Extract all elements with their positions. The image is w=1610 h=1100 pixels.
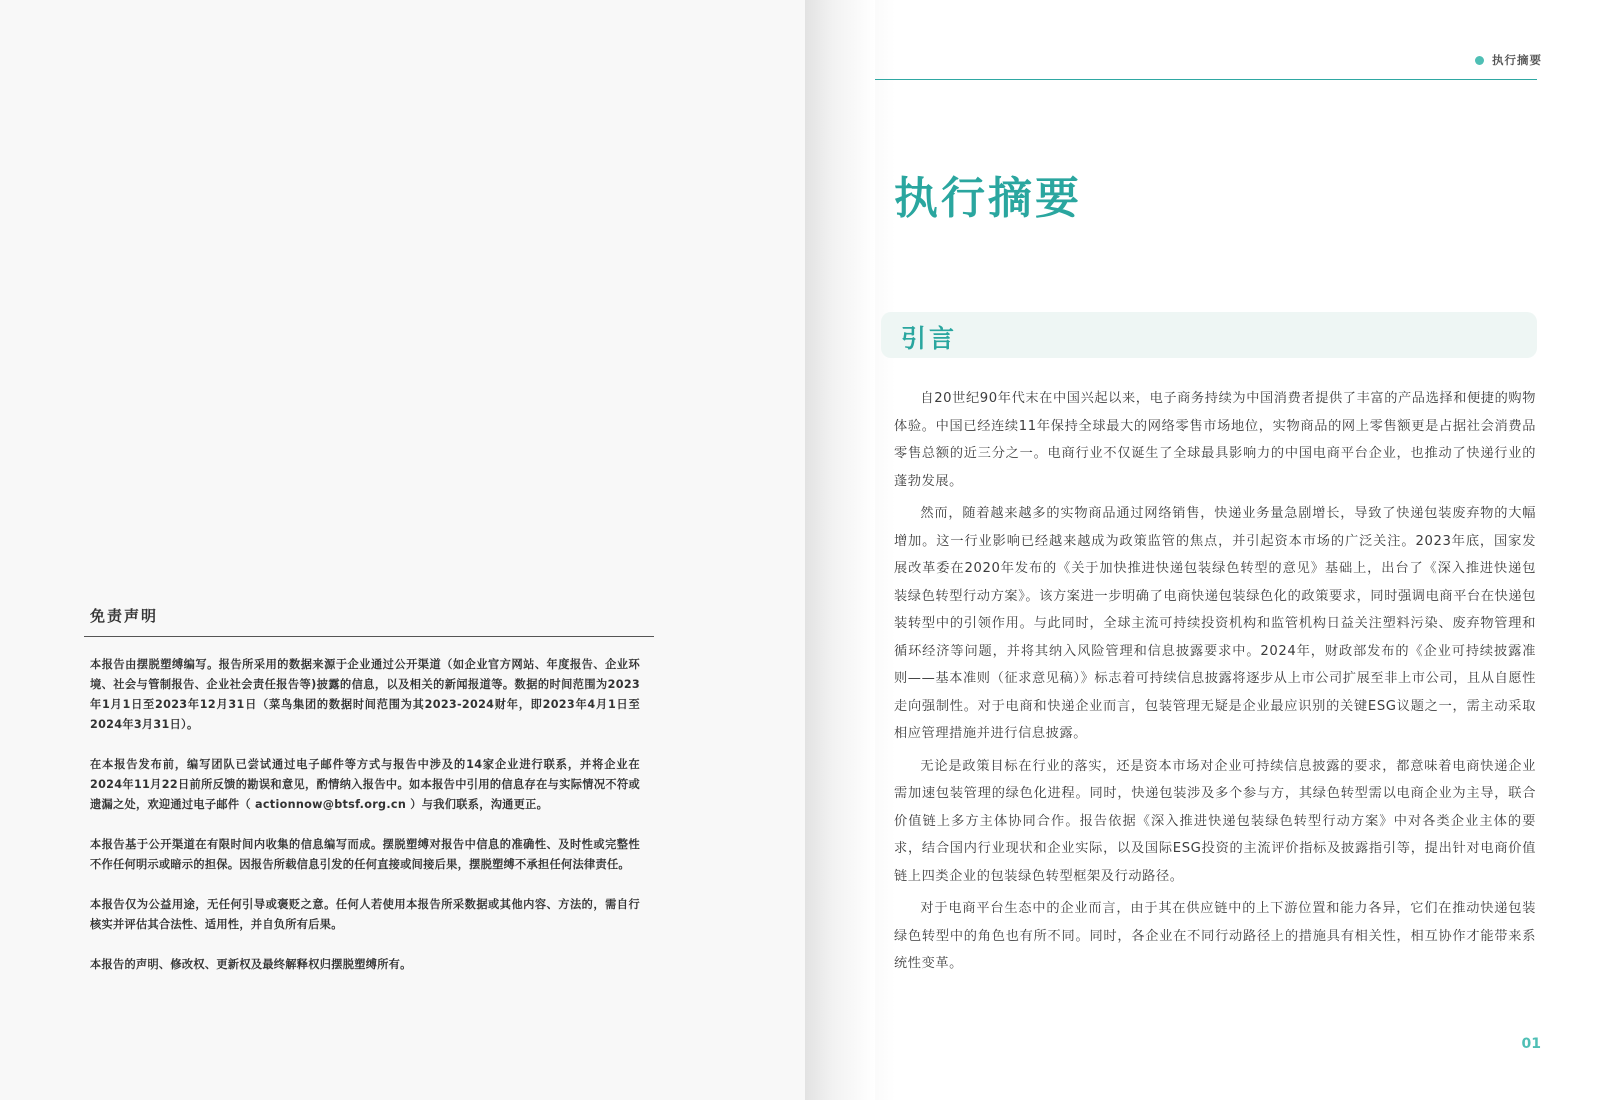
body-paragraph: 对于电商平台生态中的企业而言，由于其在供应链中的上下游位置和能力各异，它们在推动快递包装绿色转型中的角色也有所不同。同时，各企业在不同行动路径上的措施具有相关性，相互协作才能带来系统性变革。: [894, 901, 1536, 971]
header-dot-icon: [1475, 56, 1484, 65]
page-title: 执行摘要: [894, 173, 1082, 224]
body-paragraph: 自20世纪90年代末在中国兴起以来，电子商务持续为中国消费者提供了丰富的产品选择和便捷的购物体验。中国已经连续11年保持全球最大的网络零售市场地位，实物商品的网上零售额更是占据社会消费品零售总额的近三分之一。电商行业不仅诞生了全球最具影响力的中国电商平台企业，也推动了快递行业的蓬勃发展。: [894, 391, 1536, 489]
body-paragraph: 然而，随着越来越多的实物商品通过网络销售，快递业务量急剧增长，导致了快递包装废弃物的大幅增加。这一行业影响已经越来越成为政策监管的焦点，并引起资本市场的广泛关注。2023年底，国家发展改革委在2020年发布的《关于加快推进快递包装绿色转型的意见》基础上，出台了《深入推进快递包装绿色转型行动方案》。该方案进一步明确了电商快递包装绿色化的政策要求，同时强调电商平台在快递包装转型中的引领作用。与此同时，全球主流可持续投资机构和监管机构日益关注塑料污染、废弃物管理和循环经济等问题，并将其纳入风险管理和信息披露要求中。2024年，财政部发布的《企业可持续披露准则——基本准则（征求意见稿）》标志着可持续信息披露将逐步从上市公司扩展至非上市公司，且从自愿性走向强制性。对于电商和快递企业而言，包装管理无疑是企业最应识别的关键ESG议题之一，需主动采取相应管理措施并进行信息披露。: [894, 506, 1536, 741]
header-divider: [805, 79, 1537, 80]
disclaimer-paragraph: 在本报告发布前，编写团队已尝试通过电子邮件等方式与报告中涉及的14家企业进行联系，并将企业在2024年11月22日前所反馈的勘误和意见，酌情纳入报告中。如本报告中引用的信息存在与实际情况不符或遗漏之处，欢迎通过电子邮件（ actionnow@btsf.org.cn ）与我们联系，沟通更正。: [90, 758, 640, 811]
body-paragraph: 无论是政策目标在行业的落实，还是资本市场对企业可持续信息披露的要求，都意味着电商快递企业需加速包装管理的绿色化进程。同时，快递包装涉及多个参与方，其绿色转型需以电商企业为主导，联合价值链上多方主体协同合作。报告依据《深入推进快递包装绿色转型行动方案》中对各类企业主体的要求，结合国内行业现状和企业实际，以及国际ESG投资的主流评价指标及披露指引等，提出针对电商价值链上四类企业的包装绿色转型框架及行动路径。: [894, 758, 1536, 884]
disclaimer-title: 免责声明: [90, 607, 159, 625]
right-page: [805, 0, 1610, 1100]
page-gutter: [805, 0, 875, 1100]
disclaimer-divider: [84, 636, 654, 637]
running-header-label: 执行摘要: [1492, 53, 1542, 67]
disclaimer-body: [84, 655, 640, 975]
disclaimer-paragraph: 本报告仅为公益用途，无任何引导或褒贬之意。任何人若使用本报告所采数据或其他内容、方法的，需自行核实并评估其合法性、适用性，并自负所有后果。: [90, 898, 640, 931]
disclaimer-section: [84, 605, 654, 995]
disclaimer-paragraph: 本报告基于公开渠道在有限时间内收集的信息编写而成。摆脱塑缚对报告中信息的准确性、及时性或完整性不作任何明示或暗示的担保。因报告所载信息引发的任何直接或间接后果，摆脱塑缚不承担任何法律责任。: [90, 838, 640, 871]
section-header-bar: [881, 312, 1537, 358]
disclaimer-paragraph: 本报告的声明、修改权、更新权及最终解释权归摆脱塑缚所有。: [90, 958, 412, 971]
running-header: [1475, 52, 1542, 68]
page-number: 01: [1521, 1036, 1541, 1052]
disclaimer-paragraph: 本报告由摆脱塑缚编写。报告所采用的数据来源于企业通过公开渠道（如企业官方网站、年度报告、企业环境、社会与管制报告、企业社会责任报告等)披露的信息，以及相关的新闻报道等。数据的时间范围为2023年1月1日至2023年12月31日（菜鸟集团的数据时间范围为其2023-2024财年，即2023年4月1日至2024年3月31日）。: [90, 658, 640, 731]
body-text: [894, 385, 1536, 983]
section-title: 引言: [901, 324, 958, 353]
